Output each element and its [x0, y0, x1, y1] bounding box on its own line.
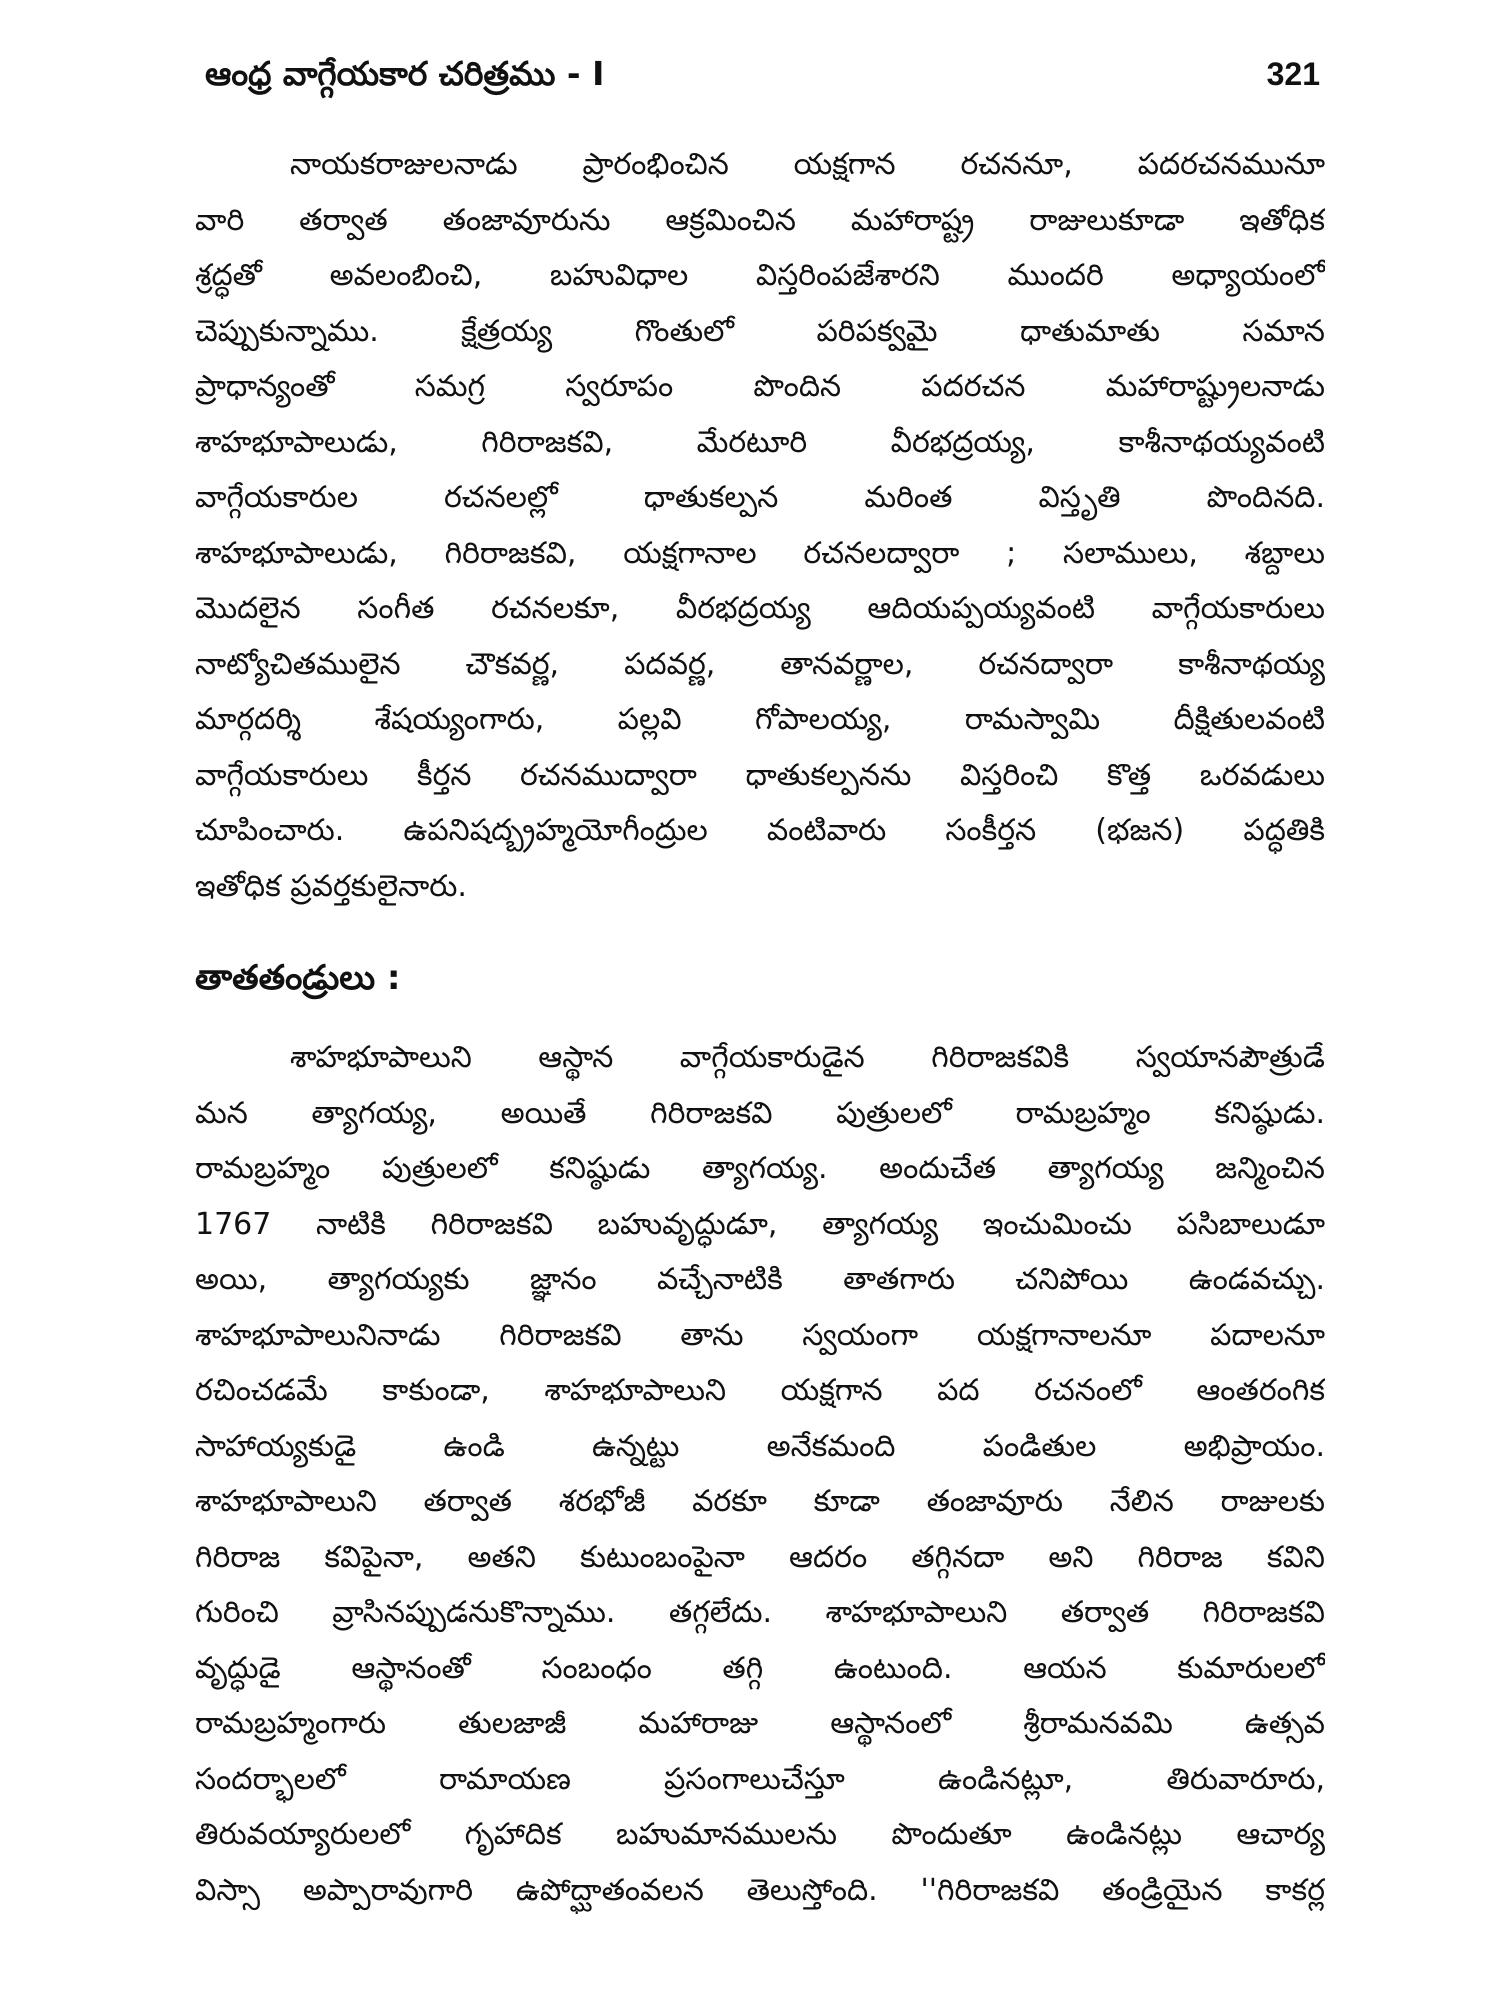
paragraph-line: శాహభూపాలుని తర్వాత శరభోజీ వరకూ కూడా తంజావూరు నేలిన రాజులకు [195, 1484, 1325, 1519]
paragraph-line: గిరిరాజ కవిపైనా, అతని కుటుంబంపైనా ఆదరం తగ్గినదా అని గిరిరాజ కవిని [195, 1539, 1325, 1575]
paragraph-line: నాట్యోచితములైన చౌకవర్ణ, పదవర్ణ, తానవర్ణాల, రచనద్వారా కాశీనాథయ్య [195, 646, 1325, 682]
running-head [205, 50, 1320, 98]
paragraph-line: వాగ్గేయకారులు కీర్తన రచనముద్వారా ధాతుకల్పనను విస్తరించి కొత్త ఒరవడులు [195, 757, 1325, 793]
paragraph-line: ఇతోధిక ప్రవర్తకులైనారు. [195, 868, 467, 904]
paragraph-line: మొదలైన సంగీత రచనలకూ, వీరభద్రయ్య ఆదియప్పయ్యవంటి వాగ్గేయకారులు [195, 591, 1325, 626]
paragraph-line: శాహభూపాలునినాడు గిరిరాజకవి తాను స్వయంగా యక్షగానాలనూ పదాలనూ [195, 1317, 1325, 1353]
paragraph-line: నాయకరాజులనాడు ప్రారంభించిన యక్షగాన రచననూ, పదరచనమునూ [290, 147, 1325, 182]
paragraph-line: తిరువయ్యారులలో గృహాదిక బహుమానములను పొందుతూ ఉండినట్లు ఆచార్య [195, 1817, 1325, 1852]
paragraph-line: రామబ్రహ్మంగారు తులజాజీ మహారాజు ఆస్థానంలో శ్రీరామనవమి ఉత్సవ [195, 1706, 1325, 1741]
paragraph-line: చూపించారు. ఉపనిషద్బ్రహ్మయోగీంద్రుల వంటివారు సంకీర్తన (భజన) పద్ధతికి [195, 813, 1325, 848]
paragraph-line: 1767 నాటికి గిరిరాజకవి బహువృద్ధుడూ, త్యాగయ్య ఇంచుమించు పసిబాలుడూ [195, 1206, 1325, 1242]
paragraph-line: శ్రద్ధతో అవలంబించి, బహువిధాల విస్తరింపజేశారని ముందరి అధ్యాయంలో [195, 258, 1325, 293]
paragraph-1 [195, 137, 1325, 914]
paragraph-line: అయి, త్యాగయ్యకు జ్ఞానం వచ్చేనాటికి తాతగారు చనిపోయి ఉండవచ్చు. [195, 1262, 1325, 1297]
paragraph-line: విస్సా అప్పారావుగారి ఉపోద్ఘాతంవలన తెలుస్తోంది. ''గిరిరాజకవి తండ్రియైన కాకర్ల [195, 1872, 1325, 1908]
paragraph-line: చెప్పుకున్నాము. క్షేత్రయ్య గొంతులో పరిపక్వమై ధాతుమాతు సమాన [195, 313, 1325, 349]
paragraph-line: సాహాయ్యకుడై ఉండి ఉన్నట్టు అనేకమంది పండితుల అభిప్రాయం. [195, 1428, 1325, 1464]
paragraph-line: రచించడమే కాకుండా, శాహభూపాలుని యక్షగాన పద రచనంలో ఆంతరంగిక [195, 1373, 1325, 1408]
paragraph-line: శాహభూపాలుడు, గిరిరాజకవి, మేరటూరి వీరభద్రయ్య, కాశీనాథయ్యవంటి [195, 424, 1325, 460]
book-title: ఆంధ్ర వాగ్గేయకార చరిత్రము - I [205, 54, 605, 93]
paragraph-line: మన త్యాగయ్య, అయితే గిరిరాజకవి పుత్రులలో రామబ్రహ్మం కనిష్ఠుడు. [195, 1095, 1325, 1131]
paragraph-line: గురించి వ్రాసినప్పుడనుకొన్నాము. తగ్గలేదు. శాహభూపాలుని తర్వాత గిరిరాజకవి [195, 1595, 1325, 1630]
paragraph-line: వారి తర్వాత తంజావూరును ఆక్రమించిన మహారాష్ట్ర రాజులుకూడా ఇతోధిక [195, 202, 1325, 238]
paragraph-line: శాహభూపాలుడు, గిరిరాజకవి, యక్షగానాల రచనలద్వారా ; సలాములు, శబ్దాలు [195, 535, 1325, 571]
paragraph-line: మార్గదర్శి శేషయ్యంగారు, పల్లవి గోపాలయ్య, రామస్వామి దీక్షితులవంటి [195, 702, 1325, 737]
paragraph-line: సందర్భాలలో రామాయణ ప్రసంగాలుచేస్తూ ఉండినట్లూ, తిరువారూరు, [195, 1761, 1325, 1797]
page-number: 321 [1266, 56, 1320, 92]
section-heading: తాతతండ్రులు : [195, 958, 401, 998]
paragraph-line: వృద్ధుడై ఆస్థానంతో సంబంధం తగ్గి ఉంటుంది. ఆయన కుమారులలో [195, 1650, 1325, 1686]
paragraph-line: రామబ్రహ్మం పుత్రులలో కనిష్ఠుడు త్యాగయ్య. అందుచేత త్యాగయ్య జన్మించిన [195, 1151, 1325, 1186]
paragraph-2 [195, 1030, 1325, 1918]
paragraph-line: ప్రాధాన్యంతో సమగ్ర స్వరూపం పొందిన పదరచన మహారాష్ట్రులనాడు [195, 369, 1325, 404]
paragraph-line: శాహభూపాలుని ఆస్థాన వాగ్గేయకారుడైన గిరిరాజకవికి స్వయానపౌత్రుడే [290, 1040, 1325, 1075]
paragraph-line: వాగ్గేయకారుల రచనలల్లో ధాతుకల్పన మరింత విస్తృతి పొందినది. [195, 480, 1325, 515]
